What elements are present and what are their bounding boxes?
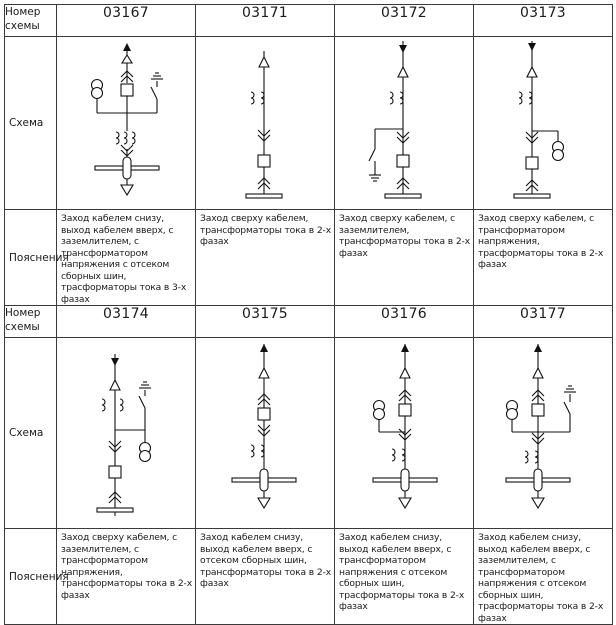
scheme-label: Схема	[5, 338, 57, 529]
schemes-table	[4, 4, 613, 625]
scheme-number-03167: 03167	[57, 5, 196, 37]
scheme-diagram-03174	[57, 338, 196, 529]
scheme-diagram-03173	[474, 37, 613, 210]
scheme-number-label: Номер схемы	[5, 5, 57, 37]
scheme-number-03174: 03174	[57, 306, 196, 338]
scheme-diagram-03172	[335, 37, 474, 210]
explanation-label: Пояснения	[5, 210, 57, 306]
scheme-number-03172: 03172	[335, 5, 474, 37]
scheme-description-03177: Заход кабелем снизу, выход кабелем вверх, с заземлителем, с трансформатором напряжения с отсеком сборных шин, трасформаторы тока в 2-х фазах	[474, 529, 613, 625]
scheme-diagram-03171	[196, 37, 335, 210]
scheme-description-03174: Заход сверху кабелем, с заземлителем, с трансформатором напряжения, трансформаторы тока в 2-х фазах	[57, 529, 196, 625]
scheme-description-03175: Заход кабелем снизу, выход кабелем вверх, с отсеком сборных шин, трансформаторы тока в 2-х фазах	[196, 529, 335, 625]
scheme-diagram-03177	[474, 338, 613, 529]
scheme-description-03172: Заход сверху кабелем, с заземлителем, трансформаторы тока в 2-х фазах	[335, 210, 474, 306]
scheme-label: Схема	[5, 37, 57, 210]
scheme-description-03167: Заход кабелем снизу, выход кабелем вверх, с заземлителем, с трансформатором напряжения с отсеком сборных шин, трасформаторы тока в 3-х фазах	[57, 210, 196, 306]
scheme-number-03171: 03171	[196, 5, 335, 37]
scheme-number-label: Номер схемы	[5, 306, 57, 338]
explanation-label: Пояснения	[5, 529, 57, 625]
scheme-diagram-03176	[335, 338, 474, 529]
scheme-number-03177: 03177	[474, 306, 613, 338]
scheme-number-03173: 03173	[474, 5, 613, 37]
scheme-description-03171: Заход сверху кабелем, трансформаторы тока в 2-х фазах	[196, 210, 335, 306]
scheme-diagram-03175	[196, 338, 335, 529]
scheme-diagram-03167	[57, 37, 196, 210]
scheme-description-03176: Заход кабелем снизу, выход кабелем вверх, с трансформатором напряжения с отсеком сборных шин, трасформаторы тока в 2-х фазах	[335, 529, 474, 625]
scheme-number-03175: 03175	[196, 306, 335, 338]
scheme-description-03173: Заход сверху кабелем, с трансформатором напряжения, трасформаторы тока в 2-х фазах	[474, 210, 613, 306]
scheme-number-03176: 03176	[335, 306, 474, 338]
